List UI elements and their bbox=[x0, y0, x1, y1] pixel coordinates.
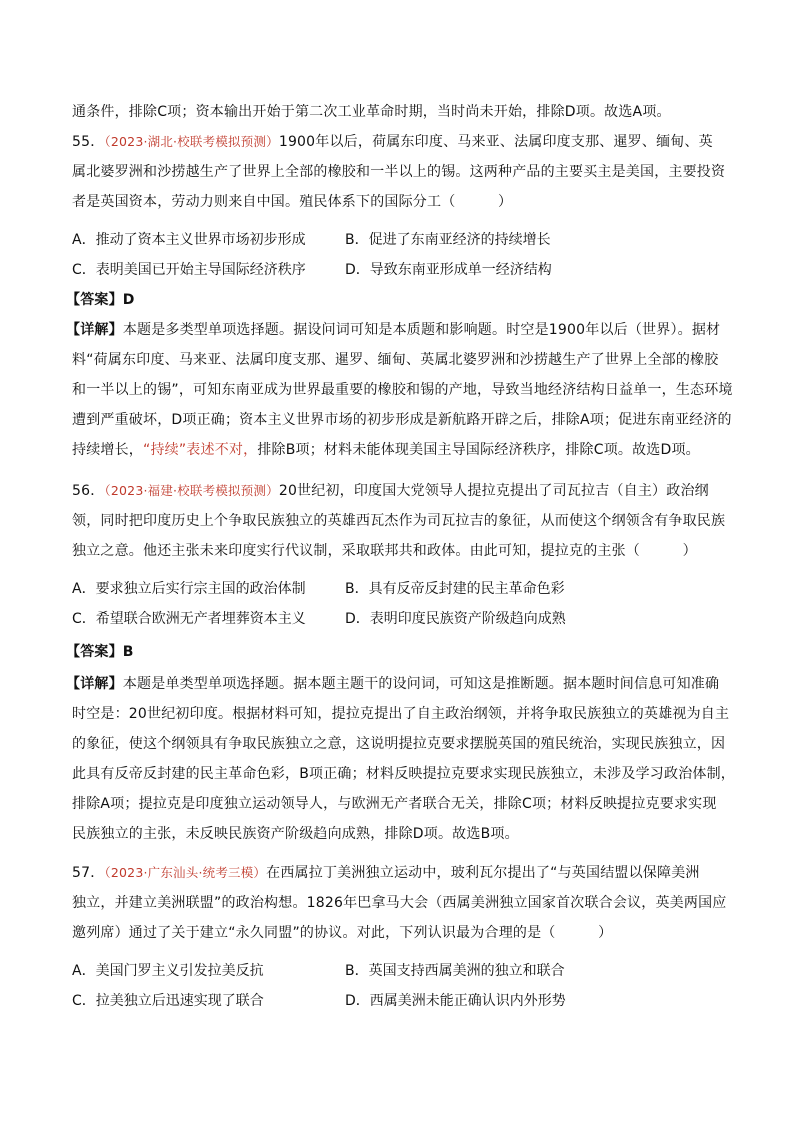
q55-detail-line-3: 和一半以上的锡”，可知东南亚成为世界最重要的橡胶和锡的产地，导致当地经济结构日益单一，生态环境 bbox=[72, 382, 733, 398]
question-source: （2023·福建·校联考模拟预测） bbox=[104, 483, 279, 498]
question-57-line-2: 独立，并建立美洲联盟”的政治构想。1826年巴拿马大会（西属美洲独立国家首次联合会议，英美两国应 bbox=[72, 895, 727, 911]
question-55-line-2: 属北婆罗洲和沙捞越生产了世界上全部的橡胶和一半以上的锡。这两种产品的主要买主是美国，主要投资 bbox=[72, 164, 726, 180]
q55-option-b: B．促进了东南亚经济的持续增长 bbox=[345, 232, 551, 248]
question-57-line-1 bbox=[72, 864, 700, 882]
q56-detail-line-3: 的象征，使这个纲领具有争取民族独立之意，这说明提拉克要求摆脱英国的殖民统治，实现民族独立，因 bbox=[72, 736, 726, 752]
q56-detail-line-1 bbox=[66, 675, 719, 693]
question-text: 1900年以后，荷属东印度、马来亚、法属印度支那、暹罗、缅甸、英 bbox=[278, 134, 713, 150]
detail-text: 本题是单类型单项选择题。据本题主题干的设问词，可知这是推断题。据本题时间信息可知准确 bbox=[122, 676, 720, 692]
q56-detail-line-2: 时空是：20世纪初印度。根据材料可知，提拉克提出了自主政治纲领，并将争取民族独立的英雄视为自主 bbox=[72, 706, 730, 722]
detail-text: 本题是多类型单项选择题。据设问词可知是本质题和影响题。时空是1900年以后（世界）。据材 bbox=[122, 322, 721, 338]
q55-detail-line-4: 遭到严重破坏，D项正确；资本主义世界市场的初步形成是新航路开辟之后，排除A项；促进东南亚经济的 bbox=[72, 412, 732, 428]
q55-answer: 【答案】D bbox=[66, 292, 135, 308]
q56-option-c: C．希望联合欧洲无产者埋葬资本主义 bbox=[72, 611, 306, 627]
q57-option-a: A．美国门罗主义引发拉美反抗 bbox=[72, 963, 264, 979]
question-text: 在西属拉丁美洲独立运动中，玻利瓦尔提出了“与英国结盟以保障美洲 bbox=[266, 865, 700, 881]
question-source: （2023·湖北·校联考模拟预测） bbox=[104, 134, 279, 149]
q56-answer: 【答案】B bbox=[66, 644, 134, 660]
detail-label: 【详解】 bbox=[66, 322, 123, 338]
question-text: 20世纪初，印度国大党领导人提拉克提出了司瓦拉吉（自主）政治纲 bbox=[278, 483, 709, 499]
highlighted-text: “持续”表述不对， bbox=[143, 442, 258, 458]
q56-option-d: D．表明印度民族资产阶级趋向成熟 bbox=[345, 611, 566, 627]
question-source: （2023·广东汕头·统考三模） bbox=[104, 865, 267, 880]
q55-option-c: C．表明美国已开始主导国际经济秩序 bbox=[72, 262, 306, 278]
q57-option-b: B．英国支持西属美洲的独立和联合 bbox=[345, 963, 565, 979]
q56-detail-line-6: 民族独立的主张，未反映民族资产阶级趋向成熟，排除D项。故选B项。 bbox=[72, 826, 519, 842]
q57-option-c: C．拉美独立后迅速实现了联合 bbox=[72, 993, 264, 1009]
question-57-line-3: 邀列席）通过了关于建立“永久同盟”的协议。对此，下列认识最为合理的是（ ） bbox=[72, 925, 613, 941]
question-56-line-3: 独立之意。他还主张未来印度实行代议制，采取联邦共和政体。由此可知，提拉克的主张（ ） bbox=[72, 543, 697, 559]
detail-text: 排除B项；材料未能体现美国主导国际经济秩序，排除C项。故选D项。 bbox=[257, 442, 700, 458]
question-number: 55． bbox=[72, 134, 105, 150]
detail-label: 【详解】 bbox=[66, 676, 123, 692]
question-number: 56． bbox=[72, 483, 105, 499]
q55-detail-line-2: 料“荷属东印度、马来亚、法属印度支那、暹罗、缅甸、英属北婆罗洲和沙捞越生产了世界上全部的橡胶 bbox=[72, 352, 719, 368]
question-56-line-2: 领，同时把印度历史上个争取民族独立的英雄西瓦杰作为司瓦拉吉的象征，从而使这个纲领含有争取民族 bbox=[72, 513, 726, 529]
question-55-line-1 bbox=[72, 133, 713, 151]
q55-option-a: A．推动了资本主义世界市场初步形成 bbox=[72, 232, 306, 248]
question-55-line-3: 者是英国资本，劳动力则来自中国。殖民体系下的国际分工（ ） bbox=[72, 194, 513, 210]
q56-detail-line-5: 排除A项；提拉克是印度独立运动领导人，与欧洲无产者联合无关，排除C项；材料反映提拉克要求实现 bbox=[72, 796, 717, 812]
q55-detail-line-5 bbox=[72, 441, 700, 459]
question-number: 57． bbox=[72, 865, 105, 881]
question-56-line-1 bbox=[72, 482, 709, 500]
continuation-line: 通条件，排除C项；资本输出开始于第二次工业革命时期，当时尚未开始，排除D项。故选A项。 bbox=[72, 104, 671, 120]
detail-text: 持续增长， bbox=[72, 442, 143, 458]
q55-detail-line-1 bbox=[66, 321, 720, 339]
q55-option-d: D．导致东南亚形成单一经济结构 bbox=[345, 262, 552, 278]
q56-option-b: B．具有反帝反封建的民主革命色彩 bbox=[345, 581, 565, 597]
q56-option-a: A．要求独立后实行宗主国的政治体制 bbox=[72, 581, 306, 597]
q56-detail-line-4: 此具有反帝反封建的民主革命色彩，B项正确；材料反映提拉克要求实现民族独立，未涉及学习政治体制， bbox=[72, 766, 736, 782]
q57-option-d: D．西属美洲未能正确认识内外形势 bbox=[345, 993, 566, 1009]
